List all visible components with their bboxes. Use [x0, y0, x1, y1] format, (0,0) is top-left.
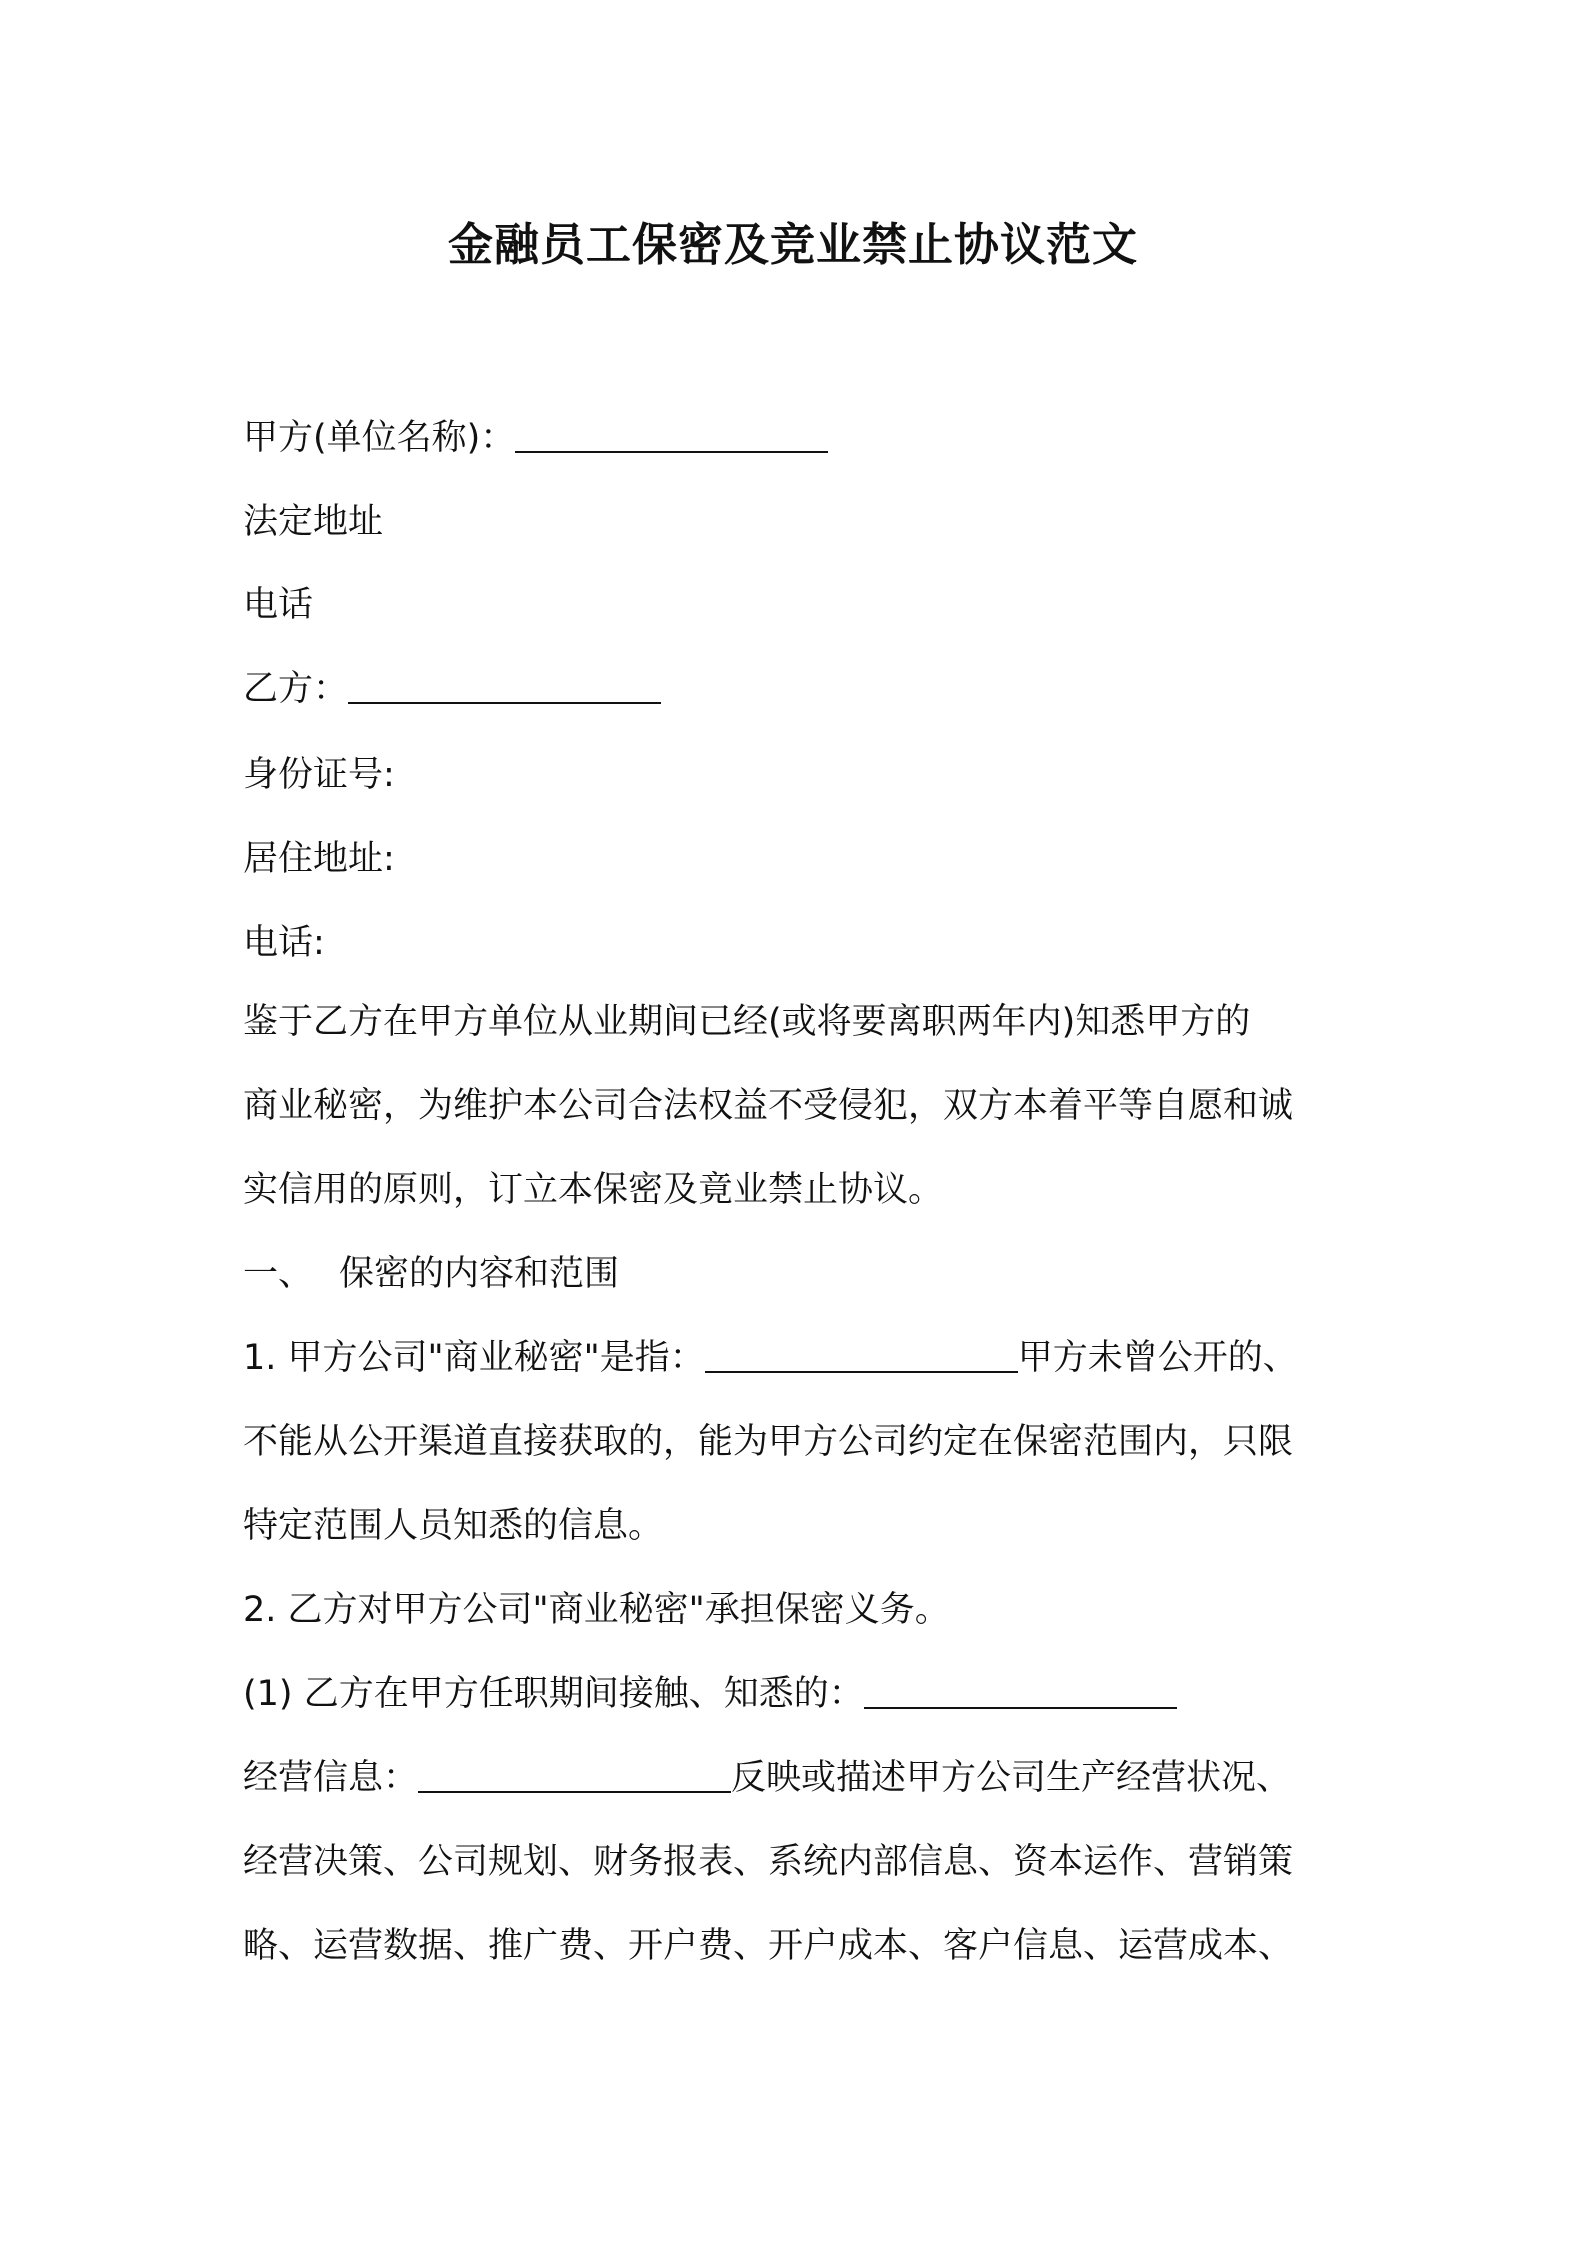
- preamble-line: 鉴于乙方在甲方单位从业期间已经(或将要离职两年内)知悉甲方的: [243, 1002, 1251, 1042]
- clause-1-suffix: 甲方未曾公开的、: [1017, 1338, 1298, 1378]
- party-a-blank[interactable]: [515, 415, 828, 453]
- clause-1-prefix: 1. 甲方公司"商业秘密"是指：: [243, 1338, 705, 1378]
- section-1-number: 一、: [243, 1254, 314, 1294]
- party-b-label: 乙方：: [243, 669, 349, 709]
- business-info-continuation: 经营决策、公司规划、财务报表、系统内部信息、资本运作、营销策: [243, 1842, 1294, 1882]
- business-info-continuation: 略、运营数据、推广费、开户费、开户成本、客户信息、运营成本、: [243, 1926, 1294, 1966]
- item-1-prefix: (1) 乙方在甲方任职期间接触、知悉的：: [243, 1674, 864, 1714]
- clause-2-line: 2. 乙方对甲方公司"商业秘密"承担保密义务。: [243, 1590, 950, 1630]
- clause-1-line: [243, 1333, 1363, 1383]
- phone-a-label: 电话: [243, 585, 314, 625]
- party-a-line: [243, 413, 1363, 463]
- business-info-blank[interactable]: [418, 1755, 731, 1793]
- legal-address-label: 法定地址: [243, 502, 384, 542]
- item-1-line: [243, 1669, 1363, 1719]
- business-info-line: [243, 1753, 1363, 1803]
- preamble-line: 实信用的原则，订立本保密及竟业禁止协议。: [243, 1170, 944, 1210]
- section-1-heading: [243, 1249, 1363, 1299]
- clause-1-continuation: 不能从公开渠道直接获取的，能为甲方公司约定在保密范围内，只限: [243, 1422, 1294, 1462]
- business-info-suffix: 反映或描述甲方公司生产经营状况、: [731, 1758, 1292, 1798]
- section-1-title: 保密的内容和范围: [339, 1254, 620, 1294]
- party-a-label: 甲方(单位名称)：: [243, 418, 516, 458]
- clause-1-continuation: 特定范围人员知悉的信息。: [243, 1506, 664, 1546]
- business-info-prefix: 经营信息：: [243, 1758, 419, 1798]
- phone-b-label: 电话:: [243, 923, 325, 963]
- clause-1-blank[interactable]: [705, 1335, 1018, 1373]
- residence-label: 居住地址:: [243, 839, 395, 879]
- document-title: 金融员工保密及竞业禁止协议范文: [447, 218, 1138, 271]
- id-number-label: 身份证号:: [243, 755, 395, 795]
- party-b-blank[interactable]: [348, 666, 661, 704]
- party-b-line: [243, 664, 1363, 714]
- preamble-line: 商业秘密，为维护本公司合法权益不受侵犯，双方本着平等自愿和诚: [243, 1086, 1294, 1126]
- item-1-blank[interactable]: [864, 1671, 1177, 1709]
